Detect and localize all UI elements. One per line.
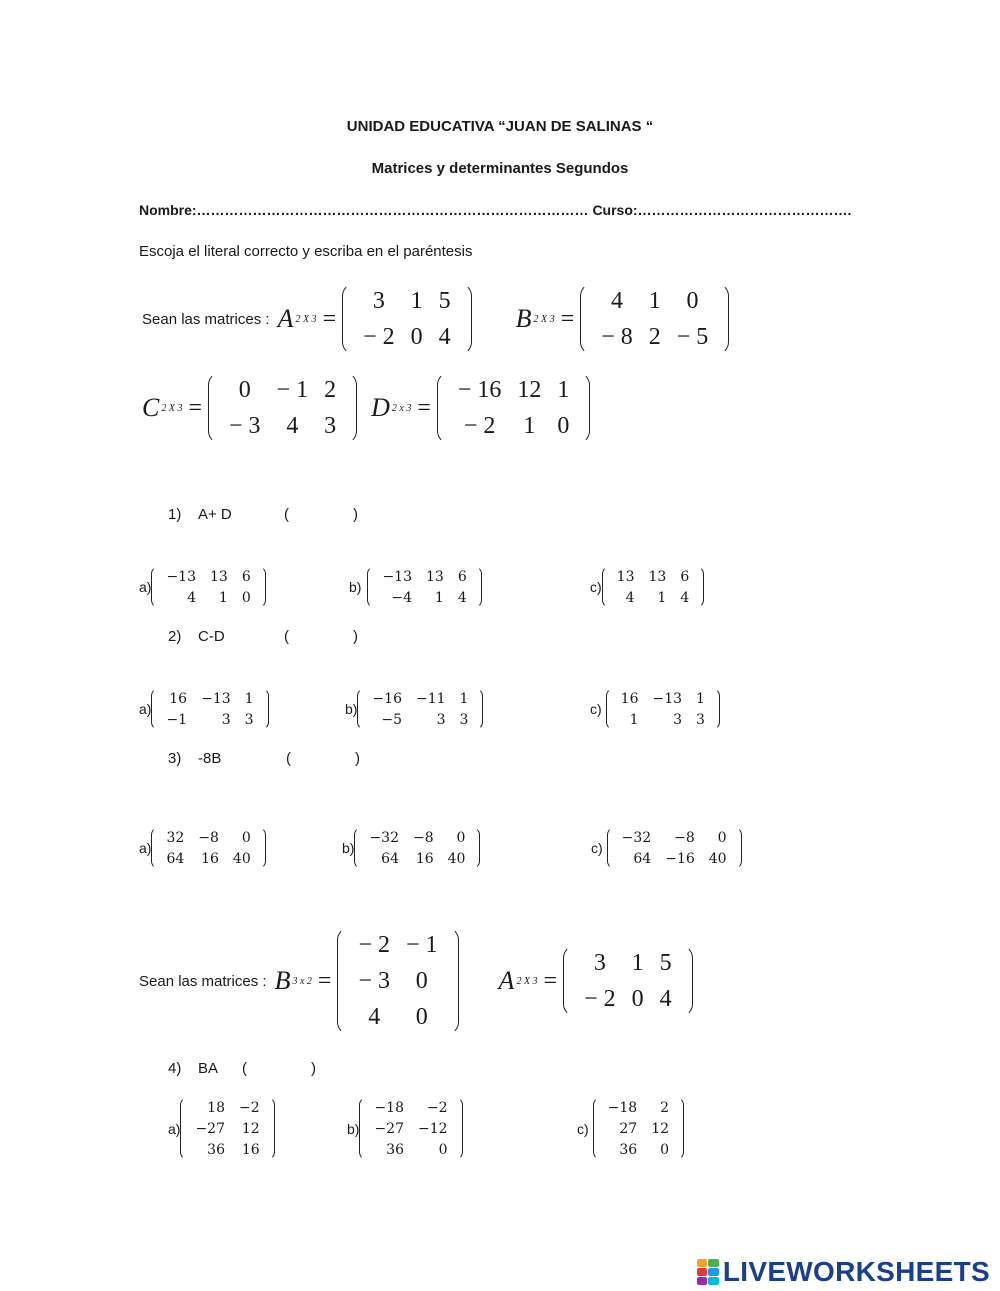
question-expression: A+ D xyxy=(198,506,232,523)
left-bracket xyxy=(180,1097,188,1160)
matrix-b-subscript: 2 X 3 xyxy=(533,313,555,325)
matrix-c xyxy=(208,372,357,444)
definition-row-1 xyxy=(142,283,729,355)
matrix-entry: 0 xyxy=(557,412,570,439)
matrix-row xyxy=(375,587,473,608)
matrix-entry: − 1 xyxy=(406,931,438,958)
question-number: 4) xyxy=(168,1060,182,1077)
matrix-row xyxy=(365,709,475,730)
right-bracket xyxy=(258,566,266,608)
matrix-row xyxy=(610,587,697,608)
option-matrix xyxy=(357,688,483,730)
matrix-entry: 12 xyxy=(651,1120,670,1137)
option-label: a) xyxy=(139,840,152,856)
matrix-entry: 1 xyxy=(629,711,639,728)
option-1a[interactable] xyxy=(139,566,266,608)
matrix-entry: −5 xyxy=(381,711,402,728)
left-bracket xyxy=(151,827,159,869)
option-matrix xyxy=(367,566,481,608)
matrix-a-subscript: 2 X 3 xyxy=(295,313,317,325)
matrix-a-name: A xyxy=(277,304,294,333)
matrix-entry: 4 xyxy=(438,323,451,350)
matrix-row xyxy=(159,688,260,709)
matrix-entry: 4 xyxy=(680,589,690,606)
matrix-a-name: A xyxy=(498,966,515,995)
matrix-grid xyxy=(188,1097,266,1160)
matrix-entry: −13 xyxy=(166,568,196,585)
matrix-entry: −32 xyxy=(621,829,652,846)
matrix-c-subscript: 2 X 3 xyxy=(161,402,183,414)
matrix-entry: 0 xyxy=(241,829,251,846)
option-1b[interactable] xyxy=(349,566,482,608)
right-bracket xyxy=(446,927,459,1035)
matrix-entry: 3 xyxy=(593,949,606,976)
matrix-entry: −16 xyxy=(372,690,402,707)
matrix-row xyxy=(221,372,344,408)
right-bracket xyxy=(267,1097,275,1160)
matrix-row xyxy=(221,408,344,444)
answer-paren-close[interactable]: ) xyxy=(353,628,358,645)
question-expression: BA xyxy=(198,1060,219,1077)
matrix-entry: 2 xyxy=(648,323,661,350)
matrix-entry: −16 xyxy=(665,850,695,867)
matrix-entry: 1 xyxy=(648,287,661,314)
matrix-row xyxy=(576,945,680,981)
matrix-entry: − 2 xyxy=(584,985,616,1012)
option-matrix xyxy=(593,1097,684,1160)
matrix-entry: 4 xyxy=(286,412,299,439)
matrix-row xyxy=(362,848,472,869)
matrix-entry: 4 xyxy=(610,287,623,314)
matrix-grid xyxy=(159,566,257,608)
matrix-entry: 13 xyxy=(426,568,444,585)
matrix-entry: 5 xyxy=(659,949,672,976)
equals-sign: = xyxy=(560,305,575,332)
option-label: b) xyxy=(342,840,355,856)
matrix-entry: −32 xyxy=(369,829,399,846)
matrix-grid xyxy=(221,372,344,444)
definition-row-3 xyxy=(139,927,693,1035)
matrix-entry: 36 xyxy=(207,1141,225,1158)
matrix-entry: 16 xyxy=(169,690,188,707)
right-bracket xyxy=(261,688,269,730)
right-bracket xyxy=(459,283,472,355)
answer-paren-open[interactable]: ( xyxy=(284,506,289,523)
option-matrix xyxy=(607,827,742,869)
option-label: c) xyxy=(590,579,602,595)
option-matrix xyxy=(151,688,268,730)
matrix-grid xyxy=(159,688,260,730)
right-bracket xyxy=(696,566,704,608)
left-bracket xyxy=(359,1097,367,1160)
option-1c[interactable] xyxy=(590,566,704,608)
right-bracket xyxy=(712,688,720,730)
question-number: 1) xyxy=(168,506,182,523)
matrix-entry: 64 xyxy=(381,850,399,867)
matrix-grid xyxy=(593,283,716,355)
matrix-entry: 4 xyxy=(187,589,196,606)
right-bracket xyxy=(455,1097,463,1160)
matrix-entry: 36 xyxy=(386,1141,404,1158)
matrix-grid xyxy=(365,688,475,730)
left-bracket xyxy=(342,283,355,355)
matrix-entry: −8 xyxy=(674,829,695,846)
question-3 xyxy=(168,750,360,767)
matrix-entry: 16 xyxy=(201,850,219,867)
matrix-entry: 0 xyxy=(717,829,727,846)
matrix-entry: 1 xyxy=(657,589,667,606)
matrix-entry: 13 xyxy=(210,568,228,585)
matrix-grid xyxy=(601,1097,676,1160)
question-2 xyxy=(168,628,358,645)
question-number: 2) xyxy=(168,628,182,645)
equals-sign: = xyxy=(317,967,332,994)
option-matrix xyxy=(151,827,265,869)
matrix-row xyxy=(450,408,578,444)
matrix-entry: −13 xyxy=(382,568,412,585)
option-2c[interactable] xyxy=(590,688,720,730)
option-3a[interactable] xyxy=(139,827,266,869)
answer-paren-open[interactable]: ( xyxy=(284,628,289,645)
matrix-grid xyxy=(450,372,578,444)
matrix-entry: 3 xyxy=(372,287,385,314)
matrix-entry: 4 xyxy=(457,589,467,606)
matrix-row xyxy=(601,1139,676,1160)
matrix-entry: −27 xyxy=(195,1120,225,1137)
answer-paren-close[interactable]: ) xyxy=(311,1060,316,1077)
matrix-row xyxy=(350,963,445,999)
left-bracket xyxy=(151,566,159,608)
matrix-row xyxy=(159,848,257,869)
left-bracket xyxy=(607,827,615,869)
option-label: b) xyxy=(345,701,358,717)
matrix-entry: 2 xyxy=(660,1099,670,1116)
matrix-entry: 13 xyxy=(616,568,635,585)
matrix-entry: 0 xyxy=(438,1141,448,1158)
option-label: b) xyxy=(347,1120,360,1137)
matrix-entry: 1 xyxy=(434,589,444,606)
matrix-entry: 0 xyxy=(415,967,428,994)
definitions-intro: Sean las matrices : xyxy=(142,310,270,328)
matrix-entry: 40 xyxy=(232,850,251,867)
option-matrix xyxy=(354,827,480,869)
matrix-row xyxy=(610,566,697,587)
matrix-row xyxy=(614,709,712,730)
matrix-entry: 1 xyxy=(410,287,423,314)
matrix-row xyxy=(601,1097,676,1118)
matrix-grid xyxy=(355,283,459,355)
matrix-entry: 0 xyxy=(241,589,251,606)
matrix-grid xyxy=(375,566,473,608)
matrix-row xyxy=(188,1118,266,1139)
left-bracket xyxy=(593,1097,601,1160)
matrix-entry: − 2 xyxy=(363,323,395,350)
matrix-row xyxy=(576,981,680,1017)
option-label: c) xyxy=(591,840,603,856)
matrix-b-3x2 xyxy=(337,927,458,1035)
matrix-row xyxy=(367,1139,454,1160)
matrix-entry: 1 xyxy=(459,690,469,707)
option-3b[interactable] xyxy=(342,827,480,869)
right-bracket xyxy=(472,827,480,869)
matrix-row xyxy=(615,827,734,848)
matrix-grid xyxy=(615,827,734,869)
matrix-entry: 32 xyxy=(166,829,185,846)
matrix-entry: 1 xyxy=(523,412,536,439)
equals-sign: = xyxy=(543,967,558,994)
matrix-row xyxy=(367,1118,454,1139)
option-4b[interactable] xyxy=(347,1097,463,1160)
option-label: c) xyxy=(577,1120,589,1137)
matrix-row xyxy=(188,1139,266,1160)
matrix-entry: 0 xyxy=(410,323,423,350)
matrix-entry: − 2 xyxy=(358,931,390,958)
right-bracket xyxy=(344,372,357,444)
right-bracket xyxy=(577,372,590,444)
liveworksheets-brand xyxy=(697,1256,990,1288)
option-3c[interactable] xyxy=(591,827,742,869)
matrix-entry: 6 xyxy=(680,568,690,585)
matrix-entry: − 5 xyxy=(676,323,709,350)
matrix-entry: 64 xyxy=(633,850,652,867)
matrix-entry: −12 xyxy=(418,1120,448,1137)
equals-sign: = xyxy=(322,305,337,332)
question-number: 3) xyxy=(168,750,182,767)
matrix-entry: −1 xyxy=(166,711,188,728)
left-bracket xyxy=(337,927,350,1035)
matrix-entry: 12 xyxy=(517,376,542,403)
right-bracket xyxy=(734,827,742,869)
right-bracket xyxy=(258,827,266,869)
matrix-entry: 1 xyxy=(244,690,254,707)
left-bracket xyxy=(602,566,610,608)
matrix-a-2x3 xyxy=(563,945,693,1017)
option-matrix xyxy=(602,566,705,608)
matrix-entry: 40 xyxy=(447,850,466,867)
matrix-entry: 3 xyxy=(696,711,705,728)
option-label: a) xyxy=(139,579,152,595)
matrix-entry: −2 xyxy=(426,1099,448,1116)
left-bracket xyxy=(151,688,159,730)
matrix-row xyxy=(355,283,459,319)
matrix-entry: − 1 xyxy=(276,376,309,403)
matrix-entry: 0 xyxy=(415,1003,428,1030)
left-bracket xyxy=(357,688,365,730)
matrix-b-subscript: 3 x 2 xyxy=(292,975,312,987)
option-matrix xyxy=(359,1097,462,1160)
matrix-entry: 3 xyxy=(673,711,683,728)
matrix-grid xyxy=(362,827,472,869)
matrix-entry: 16 xyxy=(241,1141,260,1158)
matrix-entry: 3 xyxy=(436,711,446,728)
equals-sign: = xyxy=(188,394,202,421)
matrix-grid xyxy=(610,566,697,608)
school-title: UNIDAD EDUCATIVA “JUAN DE SALINAS “ xyxy=(346,118,654,135)
matrix-row xyxy=(615,848,734,869)
instructions: Escoja el literal correcto y escriba en el paréntesis xyxy=(139,243,473,260)
question-1 xyxy=(168,506,358,523)
right-bracket xyxy=(474,566,482,608)
matrix-entry: 12 xyxy=(241,1120,260,1137)
matrix-entry: −11 xyxy=(416,690,446,707)
definition-row-2 xyxy=(142,372,590,444)
matrix-grid xyxy=(576,945,680,1017)
brand-text: LIVEWORKSHEETS xyxy=(722,1256,990,1287)
matrix-row xyxy=(601,1118,676,1139)
question-expression: -8B xyxy=(198,750,222,767)
matrix-entry: 1 xyxy=(218,589,228,606)
matrix-entry: 18 xyxy=(207,1099,225,1116)
matrix-b xyxy=(580,283,729,355)
matrix-entry: 40 xyxy=(708,850,727,867)
matrix-entry: 0 xyxy=(238,376,251,403)
matrix-c-name: C xyxy=(142,393,160,422)
option-4c[interactable] xyxy=(577,1097,684,1160)
matrix-row xyxy=(614,688,712,709)
matrix-entry: 6 xyxy=(241,568,251,585)
matrix-row xyxy=(367,1097,454,1118)
matrix-entry: 3 xyxy=(459,711,469,728)
answer-paren-close[interactable]: ) xyxy=(353,506,358,523)
matrix-entry: 1 xyxy=(557,376,570,403)
matrix-b-name: B xyxy=(515,304,532,333)
matrix-entry: −2 xyxy=(239,1099,260,1116)
matrix-d xyxy=(437,372,591,444)
right-bracket xyxy=(680,945,693,1017)
matrix-entry: −27 xyxy=(374,1120,404,1137)
option-matrix xyxy=(151,566,265,608)
left-bracket xyxy=(367,566,375,608)
liveworksheets-logo-icon xyxy=(697,1259,719,1285)
left-bracket xyxy=(580,283,593,355)
option-4a[interactable] xyxy=(168,1097,275,1160)
matrix-entry: 5 xyxy=(438,287,451,314)
matrix-entry: 0 xyxy=(631,985,644,1012)
right-bracket xyxy=(716,283,729,355)
matrix-row xyxy=(362,827,472,848)
matrix-entry: 27 xyxy=(619,1120,638,1137)
matrix-entry: − 8 xyxy=(601,323,633,350)
matrix-row xyxy=(593,319,716,355)
matrix-entry: −18 xyxy=(374,1099,404,1116)
matrix-entry: 13 xyxy=(648,568,667,585)
option-label: a) xyxy=(168,1120,181,1137)
matrix-entry: 4 xyxy=(368,1003,381,1030)
matrix-grid xyxy=(350,927,445,1035)
matrix-row xyxy=(188,1097,266,1118)
matrix-entry: 16 xyxy=(620,690,639,707)
option-2b[interactable] xyxy=(345,688,483,730)
matrix-entry: −18 xyxy=(607,1099,638,1116)
matrix-entry: 4 xyxy=(659,985,672,1012)
matrix-entry: 64 xyxy=(166,850,185,867)
matrix-row xyxy=(350,999,445,1035)
matrix-entry: −13 xyxy=(652,690,683,707)
matrix-entry: −8 xyxy=(413,829,434,846)
matrix-entry: 3 xyxy=(244,711,254,728)
option-label: a) xyxy=(139,701,152,717)
option-2a[interactable] xyxy=(139,688,269,730)
matrix-grid xyxy=(159,827,257,869)
matrix-entry: 1 xyxy=(631,949,644,976)
matrix-grid xyxy=(367,1097,454,1160)
matrix-row xyxy=(375,566,473,587)
answer-paren-close[interactable]: ) xyxy=(355,750,360,767)
right-bracket xyxy=(475,688,483,730)
matrix-entry: 0 xyxy=(456,829,466,846)
matrix-entry: 0 xyxy=(660,1141,670,1158)
name-course-field: Nombre:………………………………………………………………………… Curso:………………………………………. xyxy=(139,202,852,218)
matrix-entry: 16 xyxy=(415,850,434,867)
matrix-entry: 36 xyxy=(619,1141,638,1158)
right-bracket xyxy=(676,1097,684,1160)
matrix-entry: 3 xyxy=(221,711,231,728)
matrix-d-name: D xyxy=(371,393,390,422)
matrix-entry: −4 xyxy=(391,589,412,606)
option-label: c) xyxy=(590,701,602,717)
matrix-entry: 1 xyxy=(696,690,705,707)
matrix-entry: − 16 xyxy=(457,376,502,403)
matrix-d-subscript: 2 x 3 xyxy=(391,402,412,414)
matrix-row xyxy=(355,319,459,355)
matrix-entry: 2 xyxy=(324,376,337,403)
matrix-entry: −13 xyxy=(201,690,231,707)
matrix-row xyxy=(159,587,257,608)
option-matrix xyxy=(606,688,720,730)
left-bracket xyxy=(606,688,614,730)
matrix-a xyxy=(342,283,472,355)
left-bracket xyxy=(354,827,362,869)
answer-paren-open[interactable]: ( xyxy=(286,750,291,767)
left-bracket xyxy=(437,372,450,444)
matrix-row xyxy=(365,688,475,709)
matrix-row xyxy=(450,372,578,408)
question-4 xyxy=(168,1060,316,1077)
matrix-entry: − 3 xyxy=(229,412,261,439)
matrix-row xyxy=(350,927,445,963)
page-title: Matrices y determinantes Segundos xyxy=(371,160,629,177)
matrix-entry: 4 xyxy=(625,589,635,606)
option-label: b) xyxy=(349,579,362,595)
matrix-entry: −8 xyxy=(198,829,219,846)
matrix-entry: 0 xyxy=(686,287,699,314)
question-expression: C-D xyxy=(198,628,225,645)
matrix-entry: − 3 xyxy=(358,967,390,994)
matrix-entry: 6 xyxy=(457,568,467,585)
matrix-row xyxy=(159,709,260,730)
matrix-row xyxy=(159,566,257,587)
matrix-row xyxy=(159,827,257,848)
matrix-row xyxy=(593,283,716,319)
definitions-intro: Sean las matrices : xyxy=(139,972,267,990)
equals-sign: = xyxy=(417,394,431,421)
option-matrix xyxy=(180,1097,274,1160)
matrix-grid xyxy=(614,688,712,730)
matrix-b-name: B xyxy=(274,966,291,995)
left-bracket xyxy=(563,945,576,1017)
matrix-entry: 3 xyxy=(324,412,337,439)
matrix-entry: − 2 xyxy=(463,412,496,439)
left-bracket xyxy=(208,372,221,444)
matrix-a-subscript: 2 X 3 xyxy=(516,975,538,987)
answer-paren-open[interactable]: ( xyxy=(242,1060,247,1077)
